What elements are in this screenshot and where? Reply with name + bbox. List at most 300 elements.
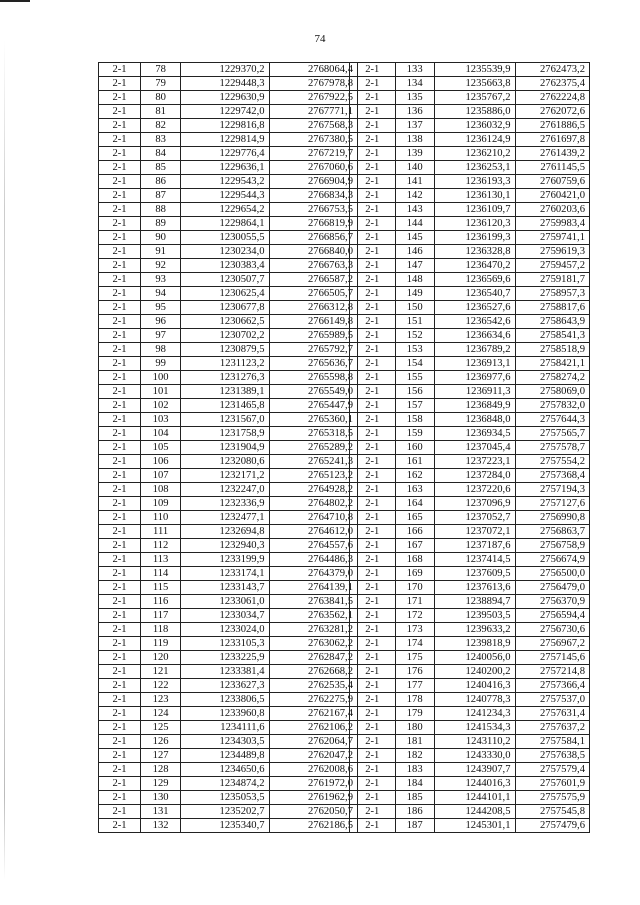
point-number-cell: 134 (395, 77, 434, 91)
zone-cell: 2-1 (99, 525, 141, 539)
point-number-cell: 186 (395, 805, 434, 819)
point-number-cell: 82 (141, 119, 181, 133)
point-number-cell: 169 (395, 567, 434, 581)
point-number-cell: 115 (141, 581, 181, 595)
x-coordinate-cell: 1237414,5 (434, 553, 515, 567)
table-row (99, 385, 358, 399)
x-coordinate-cell: 1236849,9 (434, 399, 515, 413)
table-row (350, 721, 590, 735)
zone-cell: 2-1 (350, 525, 396, 539)
x-coordinate-cell: 1231758,9 (181, 427, 269, 441)
y-coordinate-cell: 2757368,4 (515, 469, 590, 483)
table-row (99, 553, 358, 567)
table-row (99, 77, 358, 91)
zone-cell: 2-1 (99, 189, 141, 203)
zone-cell: 2-1 (350, 497, 396, 511)
point-number-cell: 128 (141, 763, 181, 777)
y-coordinate-cell: 2766753,5 (269, 203, 357, 217)
x-coordinate-cell: 1237284,0 (434, 469, 515, 483)
x-coordinate-cell: 1236193,3 (434, 175, 515, 189)
zone-cell: 2-1 (350, 511, 396, 525)
point-number-cell: 114 (141, 567, 181, 581)
x-coordinate-cell: 1229370,2 (181, 63, 269, 77)
x-coordinate-cell: 1230662,5 (181, 315, 269, 329)
y-coordinate-cell: 2762008,6 (269, 763, 357, 777)
y-coordinate-cell: 2767380,5 (269, 133, 357, 147)
table-row (99, 329, 358, 343)
zone-cell: 2-1 (99, 441, 141, 455)
y-coordinate-cell: 2764710,8 (269, 511, 357, 525)
point-number-cell: 133 (395, 63, 434, 77)
x-coordinate-cell: 1233199,9 (181, 553, 269, 567)
zone-cell: 2-1 (350, 693, 396, 707)
table-row (350, 623, 590, 637)
point-number-cell: 150 (395, 301, 434, 315)
y-coordinate-cell: 2761972,0 (269, 777, 357, 791)
y-coordinate-cell: 2756863,7 (515, 525, 590, 539)
point-number-cell: 106 (141, 455, 181, 469)
point-number-cell: 171 (395, 595, 434, 609)
x-coordinate-cell: 1237096,9 (434, 497, 515, 511)
zone-cell: 2-1 (350, 469, 396, 483)
y-coordinate-cell: 2759983,4 (515, 217, 590, 231)
y-coordinate-cell: 2760759,6 (515, 175, 590, 189)
zone-cell: 2-1 (99, 399, 141, 413)
zone-cell: 2-1 (99, 273, 141, 287)
y-coordinate-cell: 2765598,8 (269, 371, 357, 385)
point-number-cell: 147 (395, 259, 434, 273)
table-row (99, 301, 358, 315)
x-coordinate-cell: 1233381,4 (181, 665, 269, 679)
x-coordinate-cell: 1229544,3 (181, 189, 269, 203)
point-number-cell: 96 (141, 315, 181, 329)
y-coordinate-cell: 2761886,5 (515, 119, 590, 133)
x-coordinate-cell: 1234111,6 (181, 721, 269, 735)
x-coordinate-cell: 1236789,2 (434, 343, 515, 357)
y-coordinate-cell: 2764928,2 (269, 483, 357, 497)
y-coordinate-cell: 2764486,3 (269, 553, 357, 567)
point-number-cell: 127 (141, 749, 181, 763)
table-row (99, 819, 358, 833)
x-coordinate-cell: 1235539,9 (434, 63, 515, 77)
table-row (350, 105, 590, 119)
y-coordinate-cell: 2766149,8 (269, 315, 357, 329)
table-row (350, 161, 590, 175)
zone-cell: 2-1 (350, 63, 396, 77)
y-coordinate-cell: 2766587,2 (269, 273, 357, 287)
y-coordinate-cell: 2763562,1 (269, 609, 357, 623)
table-row (350, 273, 590, 287)
table-row (99, 637, 358, 651)
y-coordinate-cell: 2757631,4 (515, 707, 590, 721)
y-coordinate-cell: 2766834,3 (269, 189, 357, 203)
x-coordinate-cell: 1237220,6 (434, 483, 515, 497)
x-coordinate-cell: 1236470,2 (434, 259, 515, 273)
x-coordinate-cell: 1229864,1 (181, 217, 269, 231)
table-row (99, 119, 358, 133)
y-coordinate-cell: 2761145,5 (515, 161, 590, 175)
point-number-cell: 141 (395, 175, 434, 189)
coordinates-table-right-body (350, 63, 590, 833)
point-number-cell: 157 (395, 399, 434, 413)
y-coordinate-cell: 2763841,5 (269, 595, 357, 609)
table-row (350, 175, 590, 189)
table-row (99, 343, 358, 357)
zone-cell: 2-1 (99, 567, 141, 581)
zone-cell: 2-1 (350, 371, 396, 385)
x-coordinate-cell: 1229636,1 (181, 161, 269, 175)
table-row (99, 525, 358, 539)
y-coordinate-cell: 2762106,2 (269, 721, 357, 735)
x-coordinate-cell: 1229543,2 (181, 175, 269, 189)
x-coordinate-cell: 1233806,5 (181, 693, 269, 707)
table-row (99, 105, 358, 119)
zone-cell: 2-1 (350, 357, 396, 371)
x-coordinate-cell: 1238894,7 (434, 595, 515, 609)
point-number-cell: 105 (141, 441, 181, 455)
y-coordinate-cell: 2760203,6 (515, 203, 590, 217)
table-row (350, 371, 590, 385)
zone-cell: 2-1 (99, 231, 141, 245)
x-coordinate-cell: 1240056,0 (434, 651, 515, 665)
point-number-cell: 173 (395, 623, 434, 637)
x-coordinate-cell: 1235767,2 (434, 91, 515, 105)
x-coordinate-cell: 1230702,2 (181, 329, 269, 343)
point-number-cell: 163 (395, 483, 434, 497)
zone-cell: 2-1 (350, 315, 396, 329)
table-row (99, 693, 358, 707)
x-coordinate-cell: 1230234,0 (181, 245, 269, 259)
x-coordinate-cell: 1236527,6 (434, 301, 515, 315)
zone-cell: 2-1 (350, 609, 396, 623)
y-coordinate-cell: 2756674,9 (515, 553, 590, 567)
x-coordinate-cell: 1234874,2 (181, 777, 269, 791)
table-row (350, 553, 590, 567)
table-row (99, 413, 358, 427)
zone-cell: 2-1 (350, 119, 396, 133)
x-coordinate-cell: 1230055,5 (181, 231, 269, 245)
x-coordinate-cell: 1237613,6 (434, 581, 515, 595)
point-number-cell: 78 (141, 63, 181, 77)
point-number-cell: 160 (395, 441, 434, 455)
table-row (350, 595, 590, 609)
y-coordinate-cell: 2756967,2 (515, 637, 590, 651)
x-coordinate-cell: 1233225,9 (181, 651, 269, 665)
zone-cell: 2-1 (99, 805, 141, 819)
x-coordinate-cell: 1233960,8 (181, 707, 269, 721)
table-row (99, 189, 358, 203)
y-coordinate-cell: 2764139,1 (269, 581, 357, 595)
x-coordinate-cell: 1233143,7 (181, 581, 269, 595)
zone-cell: 2-1 (350, 553, 396, 567)
y-coordinate-cell: 2756594,4 (515, 609, 590, 623)
x-coordinate-cell: 1233061,0 (181, 595, 269, 609)
y-coordinate-cell: 2757578,7 (515, 441, 590, 455)
y-coordinate-cell: 2762275,9 (269, 693, 357, 707)
zone-cell: 2-1 (350, 777, 396, 791)
y-coordinate-cell: 2765636,7 (269, 357, 357, 371)
point-number-cell: 112 (141, 539, 181, 553)
zone-cell: 2-1 (99, 91, 141, 105)
point-number-cell: 102 (141, 399, 181, 413)
x-coordinate-cell: 1243907,7 (434, 763, 515, 777)
zone-cell: 2-1 (99, 413, 141, 427)
zone-cell: 2-1 (350, 749, 396, 763)
x-coordinate-cell: 1243330,0 (434, 749, 515, 763)
zone-cell: 2-1 (99, 301, 141, 315)
point-number-cell: 170 (395, 581, 434, 595)
y-coordinate-cell: 2765241,3 (269, 455, 357, 469)
y-coordinate-cell: 2757537,0 (515, 693, 590, 707)
table-row (350, 413, 590, 427)
y-coordinate-cell: 2762050,7 (269, 805, 357, 819)
x-coordinate-cell: 1235663,8 (434, 77, 515, 91)
table-row (99, 315, 358, 329)
zone-cell: 2-1 (350, 161, 396, 175)
zone-cell: 2-1 (350, 231, 396, 245)
table-row (350, 245, 590, 259)
point-number-cell: 179 (395, 707, 434, 721)
zone-cell: 2-1 (350, 203, 396, 217)
x-coordinate-cell: 1236328,8 (434, 245, 515, 259)
table-row (350, 399, 590, 413)
zone-cell: 2-1 (99, 63, 141, 77)
zone-cell: 2-1 (99, 483, 141, 497)
zone-cell: 2-1 (350, 301, 396, 315)
table-row (99, 455, 358, 469)
zone-cell: 2-1 (350, 763, 396, 777)
zone-cell: 2-1 (99, 609, 141, 623)
table-row (99, 707, 358, 721)
x-coordinate-cell: 1230879,5 (181, 343, 269, 357)
point-number-cell: 119 (141, 637, 181, 651)
zone-cell: 2-1 (99, 105, 141, 119)
y-coordinate-cell: 2757145,6 (515, 651, 590, 665)
y-coordinate-cell: 2757366,4 (515, 679, 590, 693)
point-number-cell: 180 (395, 721, 434, 735)
y-coordinate-cell: 2762167,4 (269, 707, 357, 721)
table-row (350, 511, 590, 525)
zone-cell: 2-1 (99, 581, 141, 595)
x-coordinate-cell: 1233174,1 (181, 567, 269, 581)
zone-cell: 2-1 (350, 581, 396, 595)
zone-cell: 2-1 (350, 413, 396, 427)
x-coordinate-cell: 1236032,9 (434, 119, 515, 133)
table-row (99, 203, 358, 217)
x-coordinate-cell: 1236913,1 (434, 357, 515, 371)
y-coordinate-cell: 2763062,2 (269, 637, 357, 651)
x-coordinate-cell: 1229814,9 (181, 133, 269, 147)
y-coordinate-cell: 2762064,7 (269, 735, 357, 749)
zone-cell: 2-1 (350, 77, 396, 91)
x-coordinate-cell: 1232940,3 (181, 539, 269, 553)
y-coordinate-cell: 2762847,2 (269, 651, 357, 665)
zone-cell: 2-1 (350, 805, 396, 819)
point-number-cell: 137 (395, 119, 434, 133)
coordinates-table-left (98, 62, 358, 833)
x-coordinate-cell: 1229448,3 (181, 77, 269, 91)
point-number-cell: 151 (395, 315, 434, 329)
point-number-cell: 140 (395, 161, 434, 175)
x-coordinate-cell: 1235202,7 (181, 805, 269, 819)
y-coordinate-cell: 2760421,0 (515, 189, 590, 203)
x-coordinate-cell: 1232477,1 (181, 511, 269, 525)
point-number-cell: 165 (395, 511, 434, 525)
point-number-cell: 168 (395, 553, 434, 567)
zone-cell: 2-1 (99, 679, 141, 693)
point-number-cell: 146 (395, 245, 434, 259)
coordinates-table-right (349, 62, 590, 833)
y-coordinate-cell: 2757127,6 (515, 497, 590, 511)
point-number-cell: 101 (141, 385, 181, 399)
table-row (350, 497, 590, 511)
zone-cell: 2-1 (99, 637, 141, 651)
point-number-cell: 135 (395, 91, 434, 105)
point-number-cell: 122 (141, 679, 181, 693)
point-number-cell: 175 (395, 651, 434, 665)
zone-cell: 2-1 (99, 315, 141, 329)
table-row (350, 525, 590, 539)
table-row (350, 791, 590, 805)
x-coordinate-cell: 1229776,4 (181, 147, 269, 161)
zone-cell: 2-1 (99, 259, 141, 273)
x-coordinate-cell: 1231465,8 (181, 399, 269, 413)
x-coordinate-cell: 1234489,8 (181, 749, 269, 763)
zone-cell: 2-1 (350, 455, 396, 469)
table-row (350, 217, 590, 231)
point-number-cell: 98 (141, 343, 181, 357)
table-row (99, 469, 358, 483)
table-row (350, 427, 590, 441)
point-number-cell: 120 (141, 651, 181, 665)
y-coordinate-cell: 2757637,2 (515, 721, 590, 735)
point-number-cell: 125 (141, 721, 181, 735)
zone-cell: 2-1 (99, 77, 141, 91)
x-coordinate-cell: 1232336,9 (181, 497, 269, 511)
y-coordinate-cell: 2756479,0 (515, 581, 590, 595)
zone-cell: 2-1 (99, 791, 141, 805)
zone-cell: 2-1 (350, 623, 396, 637)
point-number-cell: 149 (395, 287, 434, 301)
x-coordinate-cell: 1236542,6 (434, 315, 515, 329)
y-coordinate-cell: 2765289,2 (269, 441, 357, 455)
table-row (350, 133, 590, 147)
table-row (350, 91, 590, 105)
y-coordinate-cell: 2758817,6 (515, 301, 590, 315)
point-number-cell: 124 (141, 707, 181, 721)
point-number-cell: 184 (395, 777, 434, 791)
zone-cell: 2-1 (99, 777, 141, 791)
zone-cell: 2-1 (99, 329, 141, 343)
zone-cell: 2-1 (99, 707, 141, 721)
point-number-cell: 89 (141, 217, 181, 231)
x-coordinate-cell: 1234650,6 (181, 763, 269, 777)
y-coordinate-cell: 2767568,3 (269, 119, 357, 133)
y-coordinate-cell: 2758069,0 (515, 385, 590, 399)
zone-cell: 2-1 (350, 679, 396, 693)
y-coordinate-cell: 2759181,7 (515, 273, 590, 287)
point-number-cell: 104 (141, 427, 181, 441)
zone-cell: 2-1 (99, 511, 141, 525)
zone-cell: 2-1 (99, 175, 141, 189)
point-number-cell: 107 (141, 469, 181, 483)
zone-cell: 2-1 (99, 133, 141, 147)
zone-cell: 2-1 (350, 539, 396, 553)
table-row (99, 231, 358, 245)
y-coordinate-cell: 2761697,8 (515, 133, 590, 147)
table-row (350, 343, 590, 357)
x-coordinate-cell: 1239818,9 (434, 637, 515, 651)
zone-cell: 2-1 (99, 651, 141, 665)
y-coordinate-cell: 2756990,8 (515, 511, 590, 525)
table-row (350, 329, 590, 343)
point-number-cell: 91 (141, 245, 181, 259)
point-number-cell: 161 (395, 455, 434, 469)
point-number-cell: 162 (395, 469, 434, 483)
y-coordinate-cell: 2759741,1 (515, 231, 590, 245)
point-number-cell: 143 (395, 203, 434, 217)
table-row (99, 623, 358, 637)
y-coordinate-cell: 2765360,1 (269, 413, 357, 427)
table-row (99, 91, 358, 105)
table-row (350, 581, 590, 595)
point-number-cell: 87 (141, 189, 181, 203)
table-row (99, 763, 358, 777)
table-row (350, 301, 590, 315)
y-coordinate-cell: 2757545,8 (515, 805, 590, 819)
table-row (350, 231, 590, 245)
point-number-cell: 99 (141, 357, 181, 371)
point-number-cell: 172 (395, 609, 434, 623)
table-row (99, 287, 358, 301)
x-coordinate-cell: 1236120,3 (434, 217, 515, 231)
y-coordinate-cell: 2757565,7 (515, 427, 590, 441)
table-row (99, 721, 358, 735)
x-coordinate-cell: 1233034,7 (181, 609, 269, 623)
zone-cell: 2-1 (99, 343, 141, 357)
zone-cell: 2-1 (350, 665, 396, 679)
x-coordinate-cell: 1243110,2 (434, 735, 515, 749)
x-coordinate-cell: 1239503,5 (434, 609, 515, 623)
top-left-mark (0, 0, 30, 2)
zone-cell: 2-1 (99, 119, 141, 133)
point-number-cell: 176 (395, 665, 434, 679)
zone-cell: 2-1 (99, 497, 141, 511)
x-coordinate-cell: 1236911,3 (434, 385, 515, 399)
y-coordinate-cell: 2767060,6 (269, 161, 357, 175)
table-row (350, 539, 590, 553)
point-number-cell: 116 (141, 595, 181, 609)
y-coordinate-cell: 2764379,0 (269, 567, 357, 581)
point-number-cell: 185 (395, 791, 434, 805)
zone-cell: 2-1 (350, 189, 396, 203)
zone-cell: 2-1 (99, 595, 141, 609)
table-row (350, 315, 590, 329)
point-number-cell: 182 (395, 749, 434, 763)
zone-cell: 2-1 (350, 287, 396, 301)
point-number-cell: 93 (141, 273, 181, 287)
scan-edge (4, 40, 5, 880)
y-coordinate-cell: 2765447,9 (269, 399, 357, 413)
point-number-cell: 152 (395, 329, 434, 343)
zone-cell: 2-1 (99, 455, 141, 469)
zone-cell: 2-1 (350, 399, 396, 413)
y-coordinate-cell: 2766505,7 (269, 287, 357, 301)
x-coordinate-cell: 1229742,0 (181, 105, 269, 119)
table-row (99, 63, 358, 77)
zone-cell: 2-1 (350, 595, 396, 609)
table-row (350, 385, 590, 399)
